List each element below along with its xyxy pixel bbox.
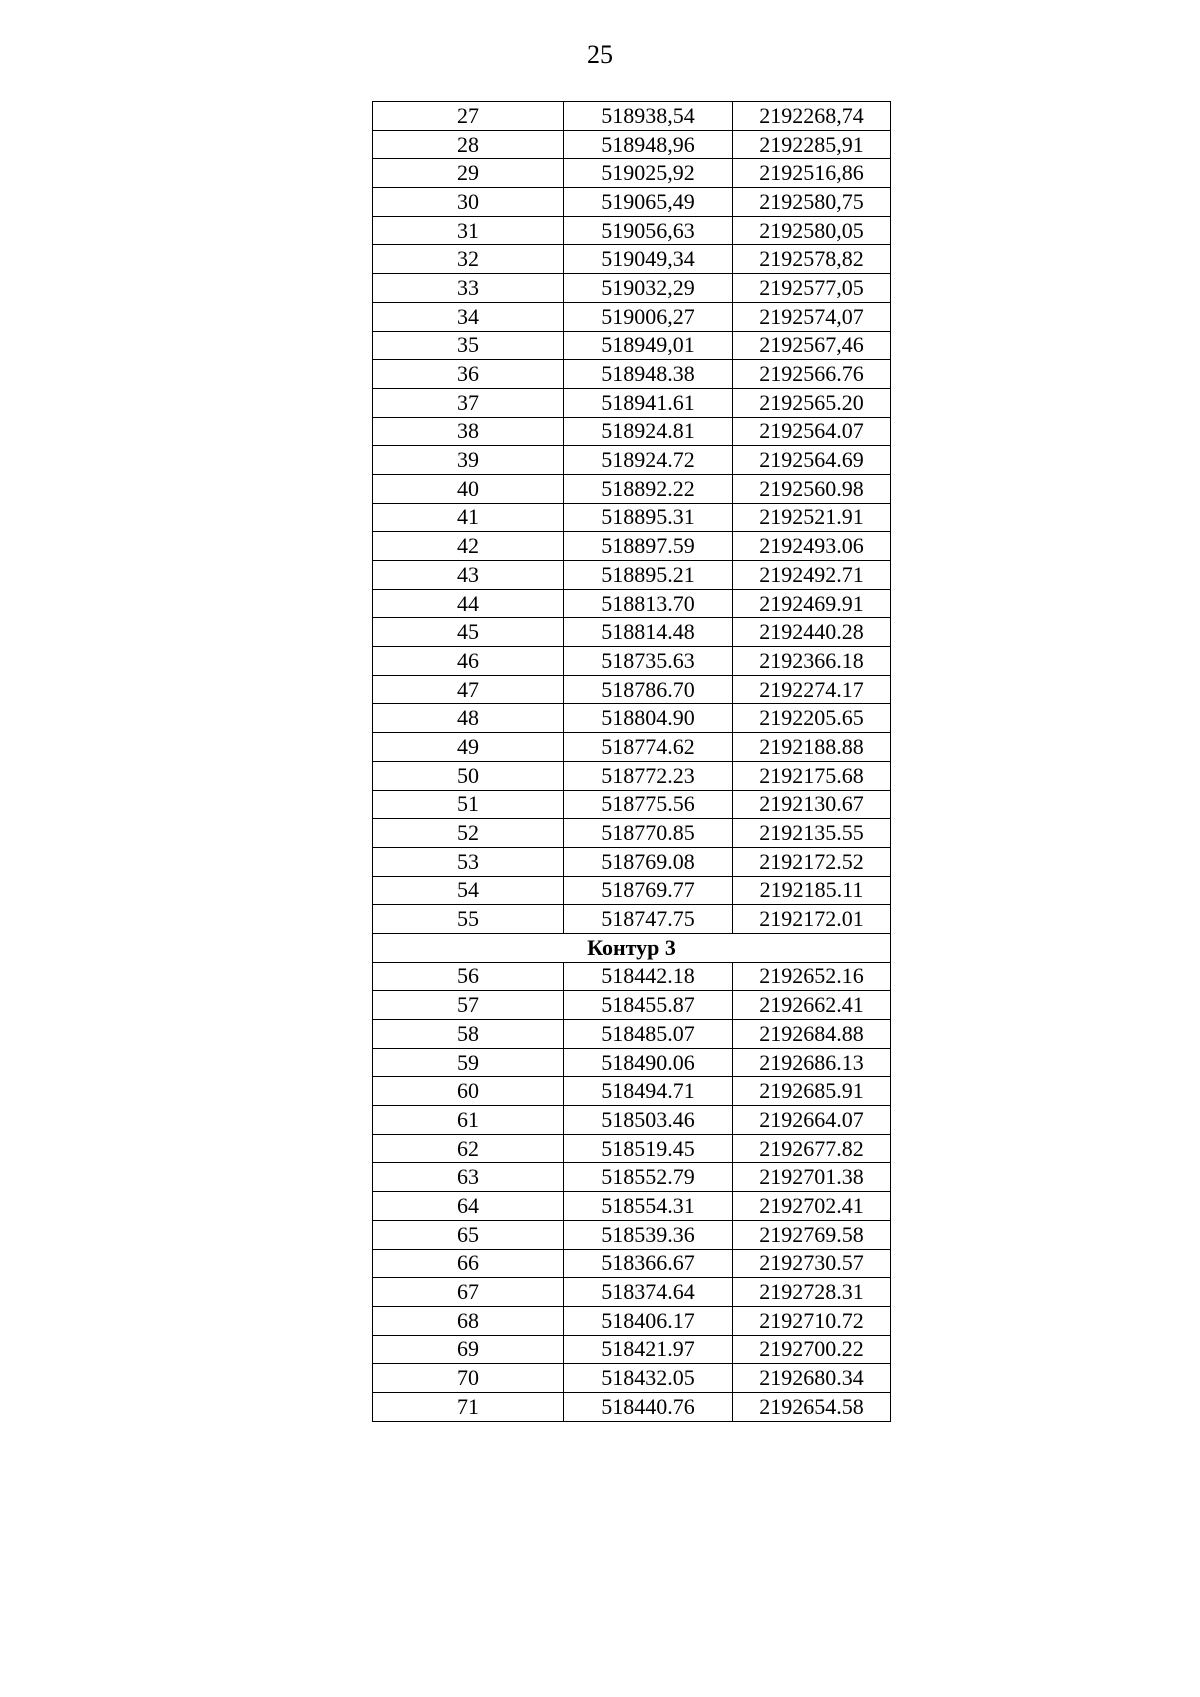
x-coordinate-cell: 518374.64: [564, 1278, 733, 1307]
y-coordinate-cell: 2192577,05: [733, 274, 891, 303]
y-coordinate-cell: 2192664.07: [733, 1106, 891, 1135]
x-coordinate-cell: 518494.71: [564, 1077, 733, 1106]
table-row: [373, 474, 891, 503]
y-coordinate-cell: 2192185.11: [733, 876, 891, 905]
table-row: [373, 417, 891, 446]
y-coordinate-cell: 2192652.16: [733, 962, 891, 991]
table-row: [373, 274, 891, 303]
x-coordinate-cell: 518775.56: [564, 790, 733, 819]
x-coordinate-cell: 519049,34: [564, 245, 733, 274]
y-coordinate-cell: 2192578,82: [733, 245, 891, 274]
x-coordinate-cell: 518552.79: [564, 1163, 733, 1192]
y-coordinate-cell: 2192564.07: [733, 417, 891, 446]
x-coordinate-cell: 518941.61: [564, 388, 733, 417]
table-row: [373, 1335, 891, 1364]
y-coordinate-cell: 2192521.91: [733, 503, 891, 532]
table-row: [373, 589, 891, 618]
x-coordinate-cell: 518366.67: [564, 1249, 733, 1278]
table-row: [373, 962, 891, 991]
table-row: [373, 819, 891, 848]
x-coordinate-cell: 518490.06: [564, 1048, 733, 1077]
x-coordinate-cell: 518804.90: [564, 704, 733, 733]
table-row: [373, 331, 891, 360]
table-row: [373, 876, 891, 905]
point-number-cell: 34: [373, 302, 564, 331]
x-coordinate-cell: 519006,27: [564, 302, 733, 331]
point-number-cell: 33: [373, 274, 564, 303]
y-coordinate-cell: 2192268,74: [733, 102, 891, 131]
point-number-cell: 38: [373, 417, 564, 446]
x-coordinate-cell: 519032,29: [564, 274, 733, 303]
point-number-cell: 40: [373, 474, 564, 503]
y-coordinate-cell: 2192574,07: [733, 302, 891, 331]
table-row: [373, 188, 891, 217]
x-coordinate-cell: 518406.17: [564, 1306, 733, 1335]
x-coordinate-cell: 518770.85: [564, 819, 733, 848]
y-coordinate-cell: 2192680.34: [733, 1364, 891, 1393]
table-row: [373, 1020, 891, 1049]
table-row: [373, 704, 891, 733]
section-row: [373, 933, 891, 962]
y-coordinate-cell: 2192730.57: [733, 1249, 891, 1278]
x-coordinate-cell: 518892.22: [564, 474, 733, 503]
point-number-cell: 27: [373, 102, 564, 131]
y-coordinate-cell: 2192567,46: [733, 331, 891, 360]
table-row: [373, 1134, 891, 1163]
table-row: [373, 1306, 891, 1335]
y-coordinate-cell: 2192135.55: [733, 819, 891, 848]
point-number-cell: 55: [373, 905, 564, 934]
point-number-cell: 32: [373, 245, 564, 274]
y-coordinate-cell: 2192686.13: [733, 1048, 891, 1077]
table-row: [373, 790, 891, 819]
x-coordinate-cell: 518813.70: [564, 589, 733, 618]
y-coordinate-cell: 2192516,86: [733, 159, 891, 188]
y-coordinate-cell: 2192702.41: [733, 1192, 891, 1221]
y-coordinate-cell: 2192175.68: [733, 761, 891, 790]
point-number-cell: 45: [373, 618, 564, 647]
point-number-cell: 48: [373, 704, 564, 733]
x-coordinate-cell: 518814.48: [564, 618, 733, 647]
point-number-cell: 61: [373, 1106, 564, 1135]
table-row: [373, 360, 891, 389]
x-coordinate-cell: 518895.21: [564, 561, 733, 590]
table-row: [373, 388, 891, 417]
table-row: [373, 618, 891, 647]
point-number-cell: 68: [373, 1306, 564, 1335]
table-row: [373, 847, 891, 876]
x-coordinate-cell: 519025,92: [564, 159, 733, 188]
point-number-cell: 63: [373, 1163, 564, 1192]
point-number-cell: 30: [373, 188, 564, 217]
x-coordinate-cell: 518948.38: [564, 360, 733, 389]
x-coordinate-cell: 518772.23: [564, 761, 733, 790]
y-coordinate-cell: 2192710.72: [733, 1306, 891, 1335]
y-coordinate-cell: 2192565.20: [733, 388, 891, 417]
table-row: [373, 1278, 891, 1307]
x-coordinate-cell: 518519.45: [564, 1134, 733, 1163]
y-coordinate-cell: 2192684.88: [733, 1020, 891, 1049]
y-coordinate-cell: 2192701.38: [733, 1163, 891, 1192]
y-coordinate-cell: 2192493.06: [733, 532, 891, 561]
table-row: [373, 216, 891, 245]
y-coordinate-cell: 2192130.67: [733, 790, 891, 819]
table-row: [373, 991, 891, 1020]
x-coordinate-cell: 518924.81: [564, 417, 733, 446]
table-row: [373, 675, 891, 704]
x-coordinate-cell: 518432.05: [564, 1364, 733, 1393]
table-row: [373, 561, 891, 590]
y-coordinate-cell: 2192172.52: [733, 847, 891, 876]
point-number-cell: 56: [373, 962, 564, 991]
x-coordinate-cell: 518949,01: [564, 331, 733, 360]
point-number-cell: 29: [373, 159, 564, 188]
table-row: [373, 532, 891, 561]
y-coordinate-cell: 2192560.98: [733, 474, 891, 503]
y-coordinate-cell: 2192769.58: [733, 1220, 891, 1249]
table-row: [373, 1249, 891, 1278]
y-coordinate-cell: 2192654.58: [733, 1392, 891, 1421]
table-row: [373, 761, 891, 790]
x-coordinate-cell: 518938,54: [564, 102, 733, 131]
point-number-cell: 39: [373, 446, 564, 475]
x-coordinate-cell: 518455.87: [564, 991, 733, 1020]
point-number-cell: 51: [373, 790, 564, 819]
point-number-cell: 67: [373, 1278, 564, 1307]
x-coordinate-cell: 518735.63: [564, 647, 733, 676]
y-coordinate-cell: 2192566.76: [733, 360, 891, 389]
y-coordinate-cell: 2192662.41: [733, 991, 891, 1020]
y-coordinate-cell: 2192685.91: [733, 1077, 891, 1106]
table-row: [373, 159, 891, 188]
table-row: [373, 130, 891, 159]
table-row: [373, 647, 891, 676]
table-row: [373, 446, 891, 475]
y-coordinate-cell: 2192366.18: [733, 647, 891, 676]
y-coordinate-cell: 2192172.01: [733, 905, 891, 934]
coordinates-table-body: [373, 102, 891, 1422]
point-number-cell: 47: [373, 675, 564, 704]
x-coordinate-cell: 518897.59: [564, 532, 733, 561]
y-coordinate-cell: 2192188.88: [733, 733, 891, 762]
y-coordinate-cell: 2192700.22: [733, 1335, 891, 1364]
page-number: 25: [587, 40, 613, 69]
point-number-cell: 71: [373, 1392, 564, 1421]
table-row: [373, 503, 891, 532]
x-coordinate-cell: 518503.46: [564, 1106, 733, 1135]
x-coordinate-cell: 518442.18: [564, 962, 733, 991]
y-coordinate-cell: 2192564.69: [733, 446, 891, 475]
y-coordinate-cell: 2192440.28: [733, 618, 891, 647]
x-coordinate-cell: 518747.75: [564, 905, 733, 934]
point-number-cell: 28: [373, 130, 564, 159]
table-row: [373, 733, 891, 762]
point-number-cell: 43: [373, 561, 564, 590]
point-number-cell: 59: [373, 1048, 564, 1077]
y-coordinate-cell: 2192492.71: [733, 561, 891, 590]
x-coordinate-cell: 518774.62: [564, 733, 733, 762]
table-row: [373, 1077, 891, 1106]
point-number-cell: 50: [373, 761, 564, 790]
point-number-cell: 37: [373, 388, 564, 417]
point-number-cell: 44: [373, 589, 564, 618]
x-coordinate-cell: 518948,96: [564, 130, 733, 159]
table-row: [373, 102, 891, 131]
y-coordinate-cell: 2192677.82: [733, 1134, 891, 1163]
point-number-cell: 54: [373, 876, 564, 905]
x-coordinate-cell: 518421.97: [564, 1335, 733, 1364]
x-coordinate-cell: 518924.72: [564, 446, 733, 475]
x-coordinate-cell: 518769.08: [564, 847, 733, 876]
point-number-cell: 66: [373, 1249, 564, 1278]
point-number-cell: 58: [373, 1020, 564, 1049]
point-number-cell: 41: [373, 503, 564, 532]
point-number-cell: 46: [373, 647, 564, 676]
point-number-cell: 36: [373, 360, 564, 389]
table-row: [373, 1192, 891, 1221]
table-row: [373, 1392, 891, 1421]
x-coordinate-cell: 519065,49: [564, 188, 733, 217]
x-coordinate-cell: 518895.31: [564, 503, 733, 532]
x-coordinate-cell: 518769.77: [564, 876, 733, 905]
x-coordinate-cell: 518786.70: [564, 675, 733, 704]
y-coordinate-cell: 2192580,05: [733, 216, 891, 245]
y-coordinate-cell: 2192580,75: [733, 188, 891, 217]
table-row: [373, 245, 891, 274]
x-coordinate-cell: 518485.07: [564, 1020, 733, 1049]
y-coordinate-cell: 2192728.31: [733, 1278, 891, 1307]
point-number-cell: 60: [373, 1077, 564, 1106]
point-number-cell: 53: [373, 847, 564, 876]
point-number-cell: 65: [373, 1220, 564, 1249]
table-row: [373, 905, 891, 934]
point-number-cell: 42: [373, 532, 564, 561]
y-coordinate-cell: 2192274.17: [733, 675, 891, 704]
x-coordinate-cell: 518440.76: [564, 1392, 733, 1421]
point-number-cell: 69: [373, 1335, 564, 1364]
table-row: [373, 1106, 891, 1135]
x-coordinate-cell: 518554.31: [564, 1192, 733, 1221]
table-row: [373, 1220, 891, 1249]
point-number-cell: 49: [373, 733, 564, 762]
y-coordinate-cell: 2192205.65: [733, 704, 891, 733]
table-row: [373, 1048, 891, 1077]
x-coordinate-cell: 519056,63: [564, 216, 733, 245]
y-coordinate-cell: 2192285,91: [733, 130, 891, 159]
table-row: [373, 302, 891, 331]
point-number-cell: 31: [373, 216, 564, 245]
table-row: [373, 1364, 891, 1393]
y-coordinate-cell: 2192469.91: [733, 589, 891, 618]
point-number-cell: 70: [373, 1364, 564, 1393]
point-number-cell: 64: [373, 1192, 564, 1221]
point-number-cell: 62: [373, 1134, 564, 1163]
x-coordinate-cell: 518539.36: [564, 1220, 733, 1249]
point-number-cell: 35: [373, 331, 564, 360]
section-title: Контур 3: [373, 933, 891, 962]
coordinates-table: [372, 101, 891, 1422]
point-number-cell: 52: [373, 819, 564, 848]
point-number-cell: 57: [373, 991, 564, 1020]
table-row: [373, 1163, 891, 1192]
